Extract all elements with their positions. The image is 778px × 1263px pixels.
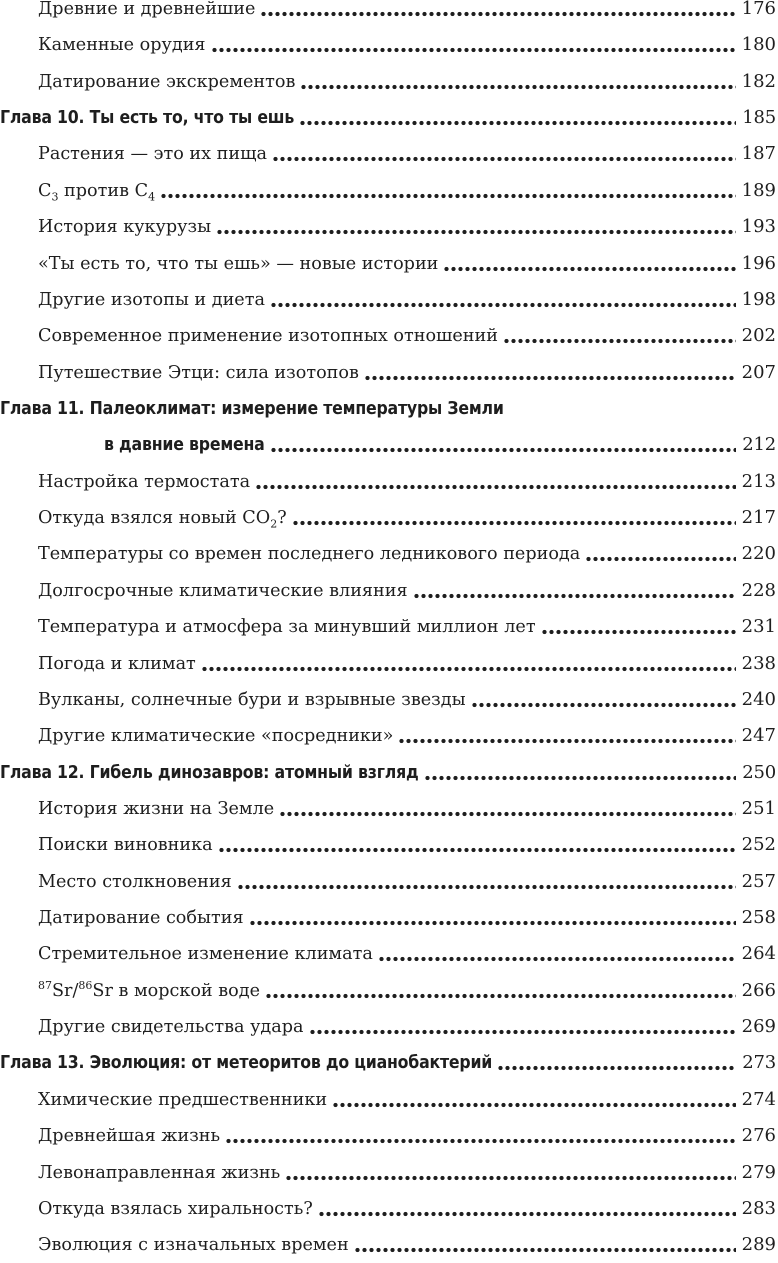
dot-leader (332, 1102, 736, 1108)
toc-entry (0, 324, 778, 354)
toc-entry (0, 1197, 778, 1227)
toc-chapter-entry-continuation (0, 433, 778, 463)
toc-entry (0, 1124, 778, 1154)
toc-page-number: 217 (741, 507, 776, 528)
toc-entry (0, 870, 778, 900)
toc-page-number: 283 (741, 1197, 776, 1219)
dot-leader (216, 229, 736, 235)
dot-leader (270, 447, 737, 453)
toc-entry-title: Откуда взялся новый $CO_2$? (38, 508, 287, 531)
toc-page-number: 196 (741, 252, 776, 274)
toc-page-number: 251 (741, 797, 776, 819)
toc-entry-title: Датирование события (38, 908, 244, 928)
dot-leader (201, 666, 736, 672)
toc-page-number: 180 (741, 34, 776, 56)
toc-entry (0, 652, 778, 682)
dot-leader (497, 1065, 736, 1071)
toc-entry (0, 1233, 778, 1263)
toc-entry-title: Левонаправленная жизнь (38, 1162, 281, 1183)
dot-leader (443, 266, 735, 272)
toc-entry (0, 542, 778, 572)
toc-entry-title: Погода и климат (38, 653, 196, 674)
dot-leader (424, 775, 737, 781)
toc-entry-title: Древнейшая жизнь (38, 1126, 221, 1147)
toc-entry (0, 724, 778, 754)
toc-entry-title: Другие изотопы и диета (38, 289, 265, 310)
dot-leader (503, 338, 736, 344)
toc-page-number: 176 (741, 0, 776, 19)
toc-entry (0, 288, 778, 318)
toc-page-number: 187 (741, 143, 776, 165)
dot-leader (285, 1175, 735, 1181)
toc-page-number: 228 (741, 579, 776, 601)
toc-entry-title: $C_3$ против $C_4$ (38, 180, 156, 204)
dot-leader (318, 1211, 736, 1217)
dot-leader (260, 11, 735, 17)
dot-leader (471, 702, 736, 708)
toc-page-number: 189 (741, 179, 776, 201)
toc-page-number: 269 (741, 1016, 776, 1038)
toc-entry (0, 942, 778, 972)
toc-page-number: 273 (742, 1052, 776, 1074)
toc-page-number: 257 (741, 870, 776, 892)
toc-entry (0, 979, 778, 1009)
toc-chapter-entry (0, 1051, 778, 1081)
toc-page-number: 185 (742, 107, 776, 129)
dot-leader (225, 1138, 736, 1144)
toc-page-number: 238 (741, 652, 776, 674)
dot-leader (265, 993, 736, 999)
dot-leader (364, 375, 736, 381)
dot-leader (398, 738, 735, 744)
toc-entry (0, 1088, 778, 1118)
toc-page-number: 231 (741, 616, 776, 638)
toc-entry-title: Современное применение изотопных отношений (38, 326, 498, 347)
toc-entry (0, 833, 778, 863)
toc-entry (0, 33, 778, 63)
dot-leader (585, 556, 735, 562)
toc-entry-title: Эволюция с изначальных времен (38, 1235, 349, 1256)
dot-leader (237, 884, 736, 890)
toc-chapter-entry (0, 397, 778, 427)
toc-entry-title: Настройка термостата (38, 471, 251, 492)
toc-entry-title: Поиски виновника (38, 835, 213, 856)
toc-entry-title: Путешествие Этци: сила изотопов (38, 362, 359, 383)
toc-entry-title: Откуда взялась хиральность? (38, 1198, 313, 1219)
toc-entry-title: Место столкновения (38, 871, 232, 892)
toc-page-number: 264 (741, 943, 776, 965)
toc-entry (0, 1161, 778, 1191)
toc-entry (0, 906, 778, 936)
dot-leader (292, 520, 736, 526)
toc-entry-title: Датирование экскрементов (38, 71, 296, 92)
toc-entry (0, 142, 778, 172)
dot-leader (309, 1029, 736, 1035)
toc-page-number: 289 (741, 1234, 776, 1256)
dot-leader (211, 47, 736, 53)
toc-entry-title: $^{87}$Sr/$^{86}$Sr в морской воде (38, 978, 260, 1001)
toc-page-number: 212 (742, 434, 776, 456)
toc-entry (0, 615, 778, 645)
dot-leader (378, 956, 736, 962)
dot-leader (272, 156, 736, 162)
toc-page-number: 182 (741, 70, 776, 92)
toc-entry-title: Древние и древнейшие (38, 0, 256, 19)
toc-page-number: 276 (741, 1125, 776, 1147)
toc-entry (0, 797, 778, 827)
toc-page-number: 274 (741, 1088, 776, 1110)
toc-page-number: 207 (741, 361, 776, 383)
toc-entry-title: «Ты есть то, что ты ешь» — новые истории (38, 253, 439, 274)
toc-entry-title: Растения — это их пища (38, 144, 267, 165)
toc-entry (0, 688, 778, 718)
toc-entry-title: История жизни на Земле (38, 798, 275, 819)
toc-entry-title: История кукурузы (38, 217, 212, 238)
toc-entry (0, 470, 778, 500)
dot-leader (255, 484, 736, 490)
toc-page-number: 258 (741, 907, 776, 928)
toc-entry-title: Каменные орудия (38, 35, 206, 56)
toc-entry-title: Химические предшественники (38, 1089, 328, 1110)
dot-leader (279, 811, 735, 817)
toc-entry-title: Температуры со времен последнего ледникового периода (38, 544, 581, 565)
toc-entry (0, 1015, 778, 1045)
toc-entry-title: Другие свидетельства удара (38, 1017, 304, 1038)
dot-leader (218, 847, 736, 853)
toc-entry (0, 579, 778, 609)
toc-chapter-title: Глава 13. Эволюция: от метеоритов до цианобактерий (0, 1053, 493, 1074)
dot-leader (249, 920, 736, 926)
dot-leader (299, 120, 736, 126)
toc-chapter-title: Глава 12. Гибель динозавров: атомный взгляд (0, 762, 419, 783)
toc-entry (0, 70, 778, 100)
toc-page-number: 247 (741, 725, 776, 747)
toc-page-number: 220 (741, 543, 776, 565)
dot-leader (413, 593, 736, 599)
toc-page-number: 213 (741, 470, 776, 492)
toc-entry (0, 215, 778, 245)
toc-page-number: 193 (741, 216, 776, 238)
toc-entry (0, 0, 778, 27)
dot-leader (354, 1247, 736, 1253)
toc-entry-title: Стремительное изменение климата (38, 944, 373, 965)
toc-chapter-title-continuation: в давние времена (104, 435, 265, 456)
toc-entry (0, 252, 778, 282)
toc-chapter-title: Глава 10. Ты есть то, что ты ешь (0, 108, 295, 129)
dot-leader (160, 193, 736, 199)
toc-entry-title: Долгосрочные климатические влияния (38, 580, 408, 601)
toc-entry-title: Другие климатические «посредники» (38, 726, 394, 747)
toc-page-number: 279 (741, 1161, 776, 1183)
dot-leader (541, 629, 736, 635)
toc-page-number: 202 (741, 325, 776, 347)
toc-chapter-entry (0, 106, 778, 136)
toc-page-number: 266 (741, 979, 776, 1001)
toc-chapter-title: Глава 11. Палеоклимат: измерение температуры Земли (0, 399, 504, 419)
toc-entry (0, 361, 778, 391)
toc-page-number: 240 (741, 688, 776, 710)
toc-page-number: 250 (742, 761, 776, 783)
toc-entry-title: Температура и атмосфера за минувший миллион лет (38, 617, 536, 638)
dot-leader (300, 84, 735, 90)
toc-entry (0, 179, 778, 209)
toc-page-number: 252 (741, 834, 776, 856)
dot-leader (270, 302, 736, 308)
toc-entry-title: Вулканы, солнечные бури и взрывные звезды (38, 689, 466, 710)
toc-chapter-entry (0, 761, 778, 791)
toc-page-number: 198 (741, 288, 776, 310)
toc-entry (0, 506, 778, 536)
